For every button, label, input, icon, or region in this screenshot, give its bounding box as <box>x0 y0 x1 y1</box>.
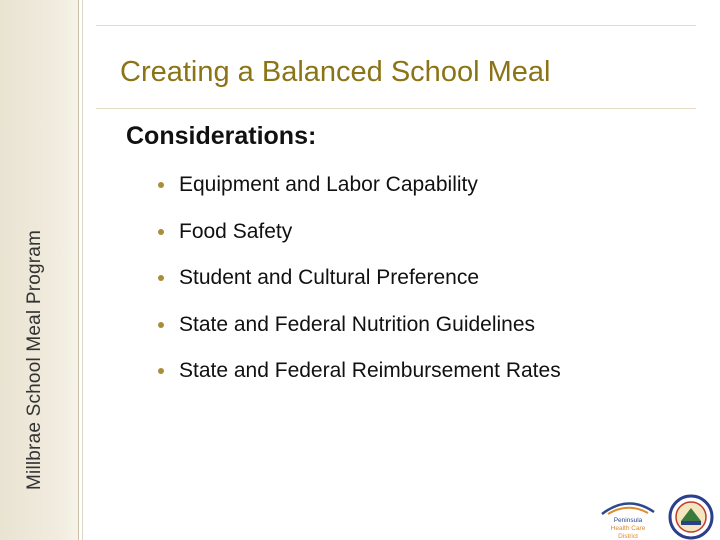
seal-base <box>681 521 701 525</box>
logo-text-line2: Health Care <box>610 525 646 532</box>
city-seal-logo <box>668 494 714 540</box>
title-rule <box>96 108 696 109</box>
peninsula-health-care-district-logo <box>594 492 662 540</box>
bullet-icon <box>158 229 164 235</box>
logo-arc-orange <box>608 508 648 514</box>
side-label: Millbrae School Meal Program <box>24 229 45 490</box>
bullet-icon <box>158 368 164 374</box>
bullet-text: State and Federal Nutrition Guidelines <box>179 312 536 336</box>
bullet-icon <box>158 322 164 328</box>
bullet-text: Equipment and Labor Capability <box>179 173 478 196</box>
title-top-rule <box>96 25 696 26</box>
considerations-heading: Considerations: <box>126 122 317 150</box>
bullet-text: Food Safety <box>179 219 293 243</box>
bullet-icon <box>158 182 164 188</box>
bullet-icon <box>158 275 164 281</box>
logo-text-line3: District <box>618 533 638 540</box>
bullet-text: State and Federal Reimbursement Rates <box>179 359 561 382</box>
band-divider <box>78 0 79 540</box>
bullet-text: Student and Cultural Preference <box>179 266 480 289</box>
slide-title: Creating a Balanced School Meal <box>120 56 551 88</box>
logo-text-line1: Peninsula <box>613 517 643 524</box>
band-divider-inner <box>82 0 83 540</box>
